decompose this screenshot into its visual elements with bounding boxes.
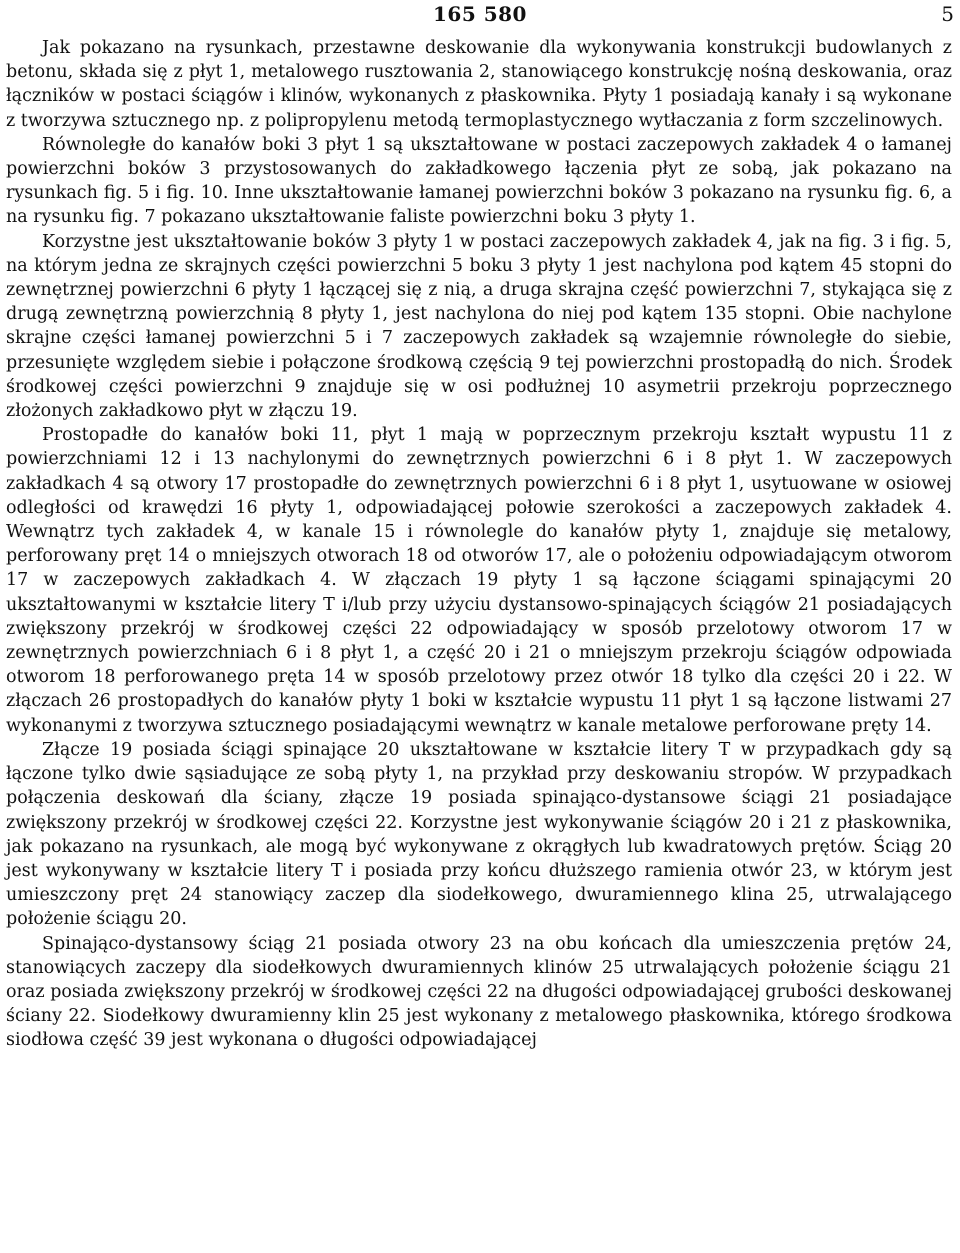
- patent-number: 165 580: [433, 2, 527, 26]
- paragraph: Korzystne jest ukształtowanie boków 3 płyty 1 w postaci zaczepowych zakładek 4, jak na fig. 3 i fig. 5, na którym jedna ze skrajnych części powierzchni 5 boku 3 płyty 1 jest nachylona pod kątem 45 stopni do zewnętrznej powierzchni 6 płyty 1 łączącej się z nią, a druga skrajna część powierzchni 7, stykająca się z drugą zewnętrzną powierzchnią 8 płyty 1, jest nachylona do niej pod kątem 135 stopni. Obie nachylone skrajne części łamanej powierzchni 5 i 7 zaczepowych zakładek są wzajemnie równoległe do siebie, przesunięte względem siebie i połączone środkową częścią 9 tej powierzchni prostopadłą do nich. Środek środkowej części powierzchni 9 znajduje się w osi podłużnej 10 asymetrii przekroju poprzecznego złożonych zakładkowo płyt w złączu 19.: [6, 231, 952, 422]
- paragraph: Jak pokazano na rysunkach, przestawne deskowanie dla wykonywania konstrukcji budowlanych z betonu, składa się z płyt 1, metalowego rusztowania 2, stanowiącego konstrukcję nośną deskowania, oraz łączników w postaci ściągów i klinów, wykonanych z płaskownika. Płyty 1 posiadają kanały i są wykonane z tworzywa sztucznego np. z polipropylenu metodą termoplastycznego wytłaczania z form szczelinowych.: [6, 38, 952, 131]
- paragraph: Równoległe do kanałów boki 3 płyt 1 są ukształtowane w postaci zaczepowych zakładek 4 o łamanej powierzchni boków 3 przystosowanych do zakładkowego łączenia płyt ze sobą, jak pokazano na rysunkach fig. 5 i fig. 10. Inne ukształtowanie łamanej powierzchni boków 3 pokazano na rysunku fig. 6, a na rysunku fig. 7 pokazano ukształtowanie faliste powierzchni boku 3 płyty 1.: [6, 134, 952, 228]
- page-header: [0, 0, 960, 30]
- paragraph: Spinająco-dystansowy ściąg 21 posiada otwory 23 na obu końcach dla umieszczenia prętów 24, stanowiących zaczepy dla siodełkowych dwuramiennych klinów 25 utrwalających położenie ściągu 21 oraz posiada zwiększony przekrój w środkowej części 22 na długości odpowiadającej grubości deskowanej ściany 22. Siodełkowy dwuramienny klin 25 jest wykonany z metalowego płaskownika, którego środkowa siodłowa część 39 jest wykonana o długości odpowiadającej: [6, 933, 952, 1051]
- paragraph: Prostopadłe do kanałów boki 11, płyt 1 mają w poprzecznym przekroju kształt wypustu 11 z powierzchniami 12 i 13 nachylonymi do zewnętrznych powierzchni 6 i 8 płyt 1. W zaczepowych zakładkach 4 są otwory 17 prostopadłe do zewnętrznych powierzchni 6 i 8 płyt 1, usytuowane w osiowej odległości od krawędzi 16 płyty 1, odpowiadającej połowie szerokości a zaczepowych zakładek 4. Wewnątrz tych zakładek 4, w kanale 15 i równolegle do kanałów płyty 1, znajduje się metalowy, perforowany pręt 14 o mniejszych otworach 18 od otworów 17, ale o położeniu odpowiadającym otworom 17 w zaczepowych zakładkach 4. W złączach 19 płyty 1 są łączone ściągami spinającymi 20 ukształtowanymi w kształcie litery T i/lub przy użyciu dystansowo-spinających ściągów 21 posiadających zwiększony przekrój w środkowej części 22 odpowiadający w sposób przelotowy otworom 17 w zewnętrznych powierzchniach 6 i 8 płyt 1, a część 20 i 21 o mniejszym przekroju ściągów odpowiada otworom 18 perforowanego pręta 14 w sposób przelotowy przez otwór 18 tylko dla części 20 i 22. W złączach 26 prostopadłych do kanałów płyty 1 boki w kształcie wypustu 11 płyt 1 są łączone listwami 27 wykonanymi z tworzywa sztucznego posiadającymi wewnątrz w kanale metalowe perforowane pręty 14.: [6, 425, 952, 736]
- body-text: [6, 36, 952, 1053]
- paragraph: Złącze 19 posiada ściągi spinające 20 ukształtowane w kształcie litery T w przypadkach gdy są łączone tylko dwie sąsiadujące ze sobą płyty 1, na przykład przy deskowaniu stropów. W przypadkach połączenia deskowań dla ściany, złącze 19 posiada spinająco-dystansowe ściągi 21 posiadające zwiększony przekrój w środkowej części 22. Korzystne jest wykonywanie ściągów 20 i 21 z płaskownika, jak pokazano na rysunkach, ale mogą być wykonywane z okrągłych lub kwadratowych prętów. Ściąg 20 jest wykonywany w kształcie litery T i posiada przy końcu dłuższego ramienia otwór 23, w którym jest umieszczony pręt 24 stanowiący zaczep dla siodełkowego, dwuramiennego klina 25, utrwalającego położenie ściągu 20.: [6, 739, 952, 930]
- page-number: 5: [941, 2, 954, 26]
